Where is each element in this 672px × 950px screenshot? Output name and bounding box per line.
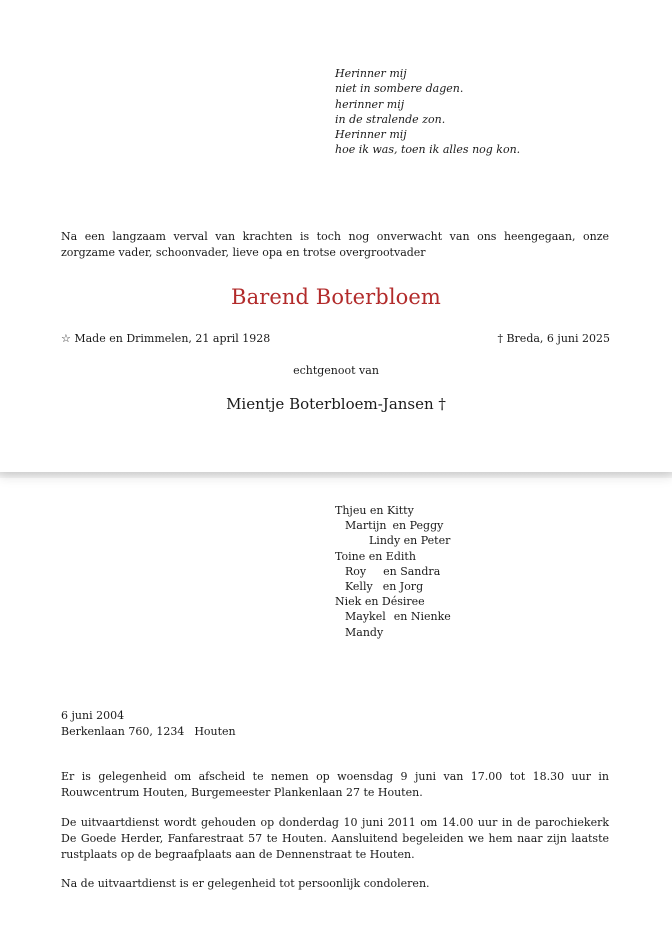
- family-member: Roy: [345, 564, 367, 578]
- poem-line: in de stralende zon.: [335, 112, 446, 126]
- family-member: Niek en Désiree: [335, 595, 425, 609]
- family-member: Toine en Edith: [335, 549, 416, 563]
- condolence-paragraph: Na de uitvaartdienst is er gelegenheid tot persoonlijk condoleren.: [61, 877, 430, 890]
- family-member: Mandy: [345, 625, 384, 639]
- poem-line: hoe ik was, toen ik alles nog kon.: [335, 143, 521, 157]
- family-row: [335, 594, 451, 609]
- visitation-paragraph: Er is gelegenheid om afscheid te nemen op woensdag 9 juni van 17.00 tot 18.30 uur in Rouwcentrum Houten, Burgemeester Plankenlaan 27 te Houten.: [61, 770, 609, 799]
- poem-line: Herinner mij: [335, 128, 407, 142]
- family-row: [335, 609, 451, 624]
- family-partner: en Jorg: [382, 580, 424, 594]
- family-row: [335, 518, 451, 533]
- intro-text: Na een langzaam verval van krachten is toch nog onverwacht van ons heengegaan, onze zorgzame vader, schoonvader, lieve opa en trotse overgrootvader: [61, 230, 609, 259]
- top-card: [0, 0, 672, 472]
- family-partner: en Peggy: [392, 519, 444, 533]
- family-row: [335, 579, 451, 594]
- family-partner: en Peter: [403, 534, 451, 548]
- family-partner: en Sandra: [383, 564, 441, 578]
- birth-info: ☆ Made en Drimmelen, 21 april 1928: [61, 332, 271, 345]
- poem-line: Herinner mij: [335, 67, 407, 80]
- address-date: 6 juni 2004: [61, 709, 125, 722]
- poem: [335, 66, 520, 158]
- family-row: [335, 564, 451, 579]
- poem-line: niet in sombere dagen.: [335, 82, 464, 96]
- funeral-paragraph: De uitvaartdienst wordt gehouden op donderdag 10 juni 2011 om 14.00 uur in de parochiekerk De Goede Herder, Fanfarestraat 57 te Houten. Aansluitend begeleiden we hem naar zijn laatste rustplaats op de begraafplaats aan de Dennenstraat te Houten.: [61, 816, 609, 861]
- family-row: [335, 533, 451, 548]
- spouse-name: Mientje Boterbloem-Jansen †: [226, 395, 446, 413]
- spouse-label: echtgenoot van: [293, 364, 379, 377]
- family-member: Maykel: [345, 610, 386, 624]
- deceased-name: Barend Boterbloem: [231, 285, 441, 309]
- death-info: † Breda, 6 juni 2025: [497, 332, 610, 345]
- address-city: Houten: [194, 724, 236, 738]
- family-member: Kelly: [345, 580, 373, 594]
- family-list: [335, 503, 451, 640]
- family-row: [335, 503, 451, 518]
- address-street: Berkenlaan 760, 1234: [61, 724, 185, 738]
- family-partner: en Nienke: [393, 610, 451, 624]
- family-row: [335, 549, 451, 564]
- family-row: [335, 625, 451, 640]
- home-address: [61, 708, 236, 739]
- family-member: Lindy: [369, 534, 401, 548]
- family-member: Martijn: [345, 519, 387, 533]
- family-member: Thjeu en Kitty: [335, 504, 414, 517]
- address-line: [61, 724, 236, 740]
- poem-line: herinner mij: [335, 97, 405, 111]
